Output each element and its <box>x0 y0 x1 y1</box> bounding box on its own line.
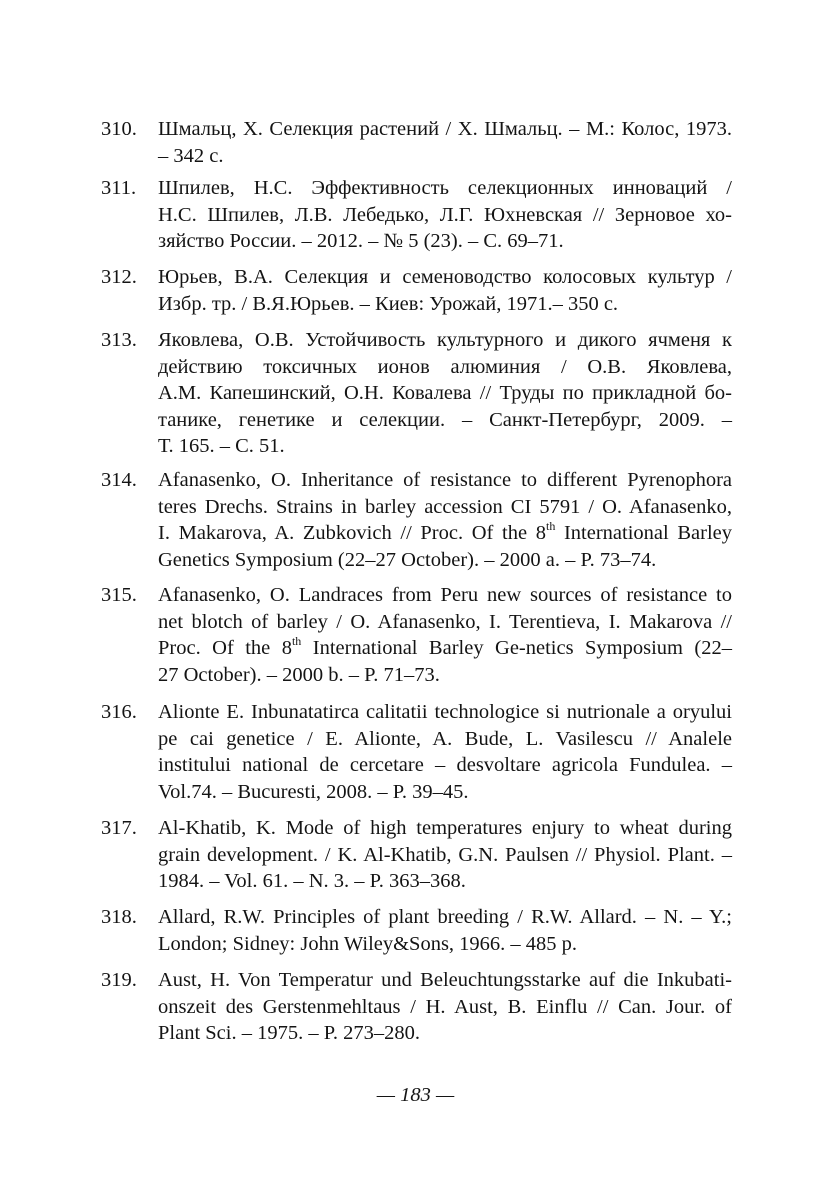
reference-entry <box>101 815 732 895</box>
reference-line: Aust, H. Von Temperatur und Beleuchtungsstarke auf die Inkubati- <box>158 969 732 991</box>
reference-text <box>158 967 732 1047</box>
reference-line: 27 October). – 2000 b. – P. 71–73. <box>158 663 440 686</box>
reference-entry <box>101 467 732 573</box>
reference-line: Alionte E. Inbunatatirca calitatii technologice si nutrionale a oryului <box>158 701 732 723</box>
reference-number: 319. <box>101 969 137 991</box>
reference-line: grain development. / K. Al-Khatib, G.N. Paulsen // Physiol. Plant. – <box>158 843 732 866</box>
reference-line: действию токсичных ионов алюминия / О.В. Яковлева, <box>158 355 732 378</box>
reference-text <box>158 904 732 957</box>
reference-line-part: International Barley <box>555 522 732 545</box>
reference-line-part: International Barley Ge-netics Symposium (22– <box>301 637 732 660</box>
reference-line: – 342 с. <box>158 144 224 167</box>
reference-line: Избр. тр. / В.Я.Юрьев. – Киев: Урожай, 1971.– 350 с. <box>158 292 619 315</box>
reference-text <box>158 467 732 573</box>
reference-number: 315. <box>101 584 137 606</box>
reference-line: Genetics Symposium (22–27 October). – 2000 a. – P. 73–74. <box>158 548 657 571</box>
reference-number: 310. <box>101 118 137 140</box>
reference-entry <box>101 175 732 255</box>
reference-number: 318. <box>101 906 137 928</box>
ordinal-superscript: th <box>291 634 302 649</box>
reference-line: Юрьев, В.А. Селекция и семеноводство колосовых культур / <box>158 266 732 288</box>
reference-text <box>158 116 732 169</box>
reference-number: 312. <box>101 266 137 288</box>
reference-line: Яковлева, О.В. Устойчивость культурного и дикого ячменя к <box>158 329 732 351</box>
reference-line: Afanasenko, O. Inheritance of resistance to different Pyrenophora <box>158 469 732 491</box>
reference-entry <box>101 264 732 317</box>
reference-line: Al-Khatib, K. Mode of high temperatures enjury to wheat during <box>158 817 732 839</box>
reference-line: net blotch of barley / O. Afanasenko, I. Terentieva, I. Makarova // <box>158 610 732 633</box>
reference-line: pe cai genetice / E. Alionte, A. Bude, L. Vasilescu // Analele <box>158 727 732 750</box>
reference-text <box>158 264 732 317</box>
reference-line: Т. 165. – С. 51. <box>158 435 285 458</box>
reference-text <box>158 582 732 688</box>
reference-text <box>158 327 732 460</box>
reference-line: 1984. – Vol. 61. – N. 3. – P. 363–368. <box>158 870 466 893</box>
reference-entry <box>101 327 732 460</box>
reference-line: teres Drechs. Strains in barley accession CI 5791 / O. Afanasenko, <box>158 495 732 518</box>
reference-entry <box>101 967 732 1047</box>
reference-line: Afanasenko, O. Landraces from Peru new sources of resistance to <box>158 584 732 606</box>
reference-line-part: Proc. Of the 8 <box>158 637 292 660</box>
reference-line: Шмальц, Х. Селекция растений / Х. Шмальц. – М.: Колос, 1973. <box>158 118 732 140</box>
reference-number: 311. <box>101 177 137 199</box>
reference-line: танике, генетике и селекции. – Санкт-Петербург, 2009. – <box>158 408 732 431</box>
reference-line <box>158 520 732 547</box>
reference-text <box>158 815 732 895</box>
reference-line: Н.С. Шпилев, Л.В. Лебедько, Л.Г. Юхневская // Зерновое хо- <box>158 203 732 226</box>
reference-line: onszeit des Gerstenmehltaus / H. Aust, B. Einflu // Can. Jour. of <box>158 995 732 1018</box>
reference-line: зяйство России. – 2012. – № 5 (23). – С. 69–71. <box>158 230 564 253</box>
reference-number: 313. <box>101 329 137 351</box>
page-number: — 183 — <box>376 1084 455 1106</box>
reference-line: London; Sidney: John Wiley&Sons, 1966. – 485 p. <box>158 932 578 955</box>
reference-number: 317. <box>101 817 137 839</box>
reference-line: Vol.74. – Bucuresti, 2008. – P. 39–45. <box>158 780 469 803</box>
reference-line: Plant Sci. – 1975. – P. 273–280. <box>158 1022 420 1045</box>
reference-line <box>158 635 732 662</box>
reference-entry <box>101 116 732 169</box>
reference-line: Allard, R.W. Principles of plant breeding / R.W. Allard. – N. – Y.; <box>158 906 732 928</box>
reference-entry <box>101 904 732 957</box>
reference-text <box>158 175 732 255</box>
ordinal-superscript: th <box>545 519 556 534</box>
reference-line-part: I. Makarova, A. Zubkovich // Proc. Of the 8 <box>158 522 546 545</box>
reference-entry <box>101 582 732 688</box>
reference-line: Шпилев, Н.С. Эффективность селекционных инноваций / <box>158 177 732 199</box>
reference-text <box>158 699 732 805</box>
reference-entry <box>101 699 732 805</box>
reference-line: А.М. Капешинский, О.Н. Ковалева // Труды по прикладной бо- <box>158 382 732 405</box>
reference-line: institului national de cercetare – desvoltare agricola Fundulea. – <box>158 754 732 777</box>
reference-number: 316. <box>101 701 137 723</box>
reference-number: 314. <box>101 469 137 491</box>
